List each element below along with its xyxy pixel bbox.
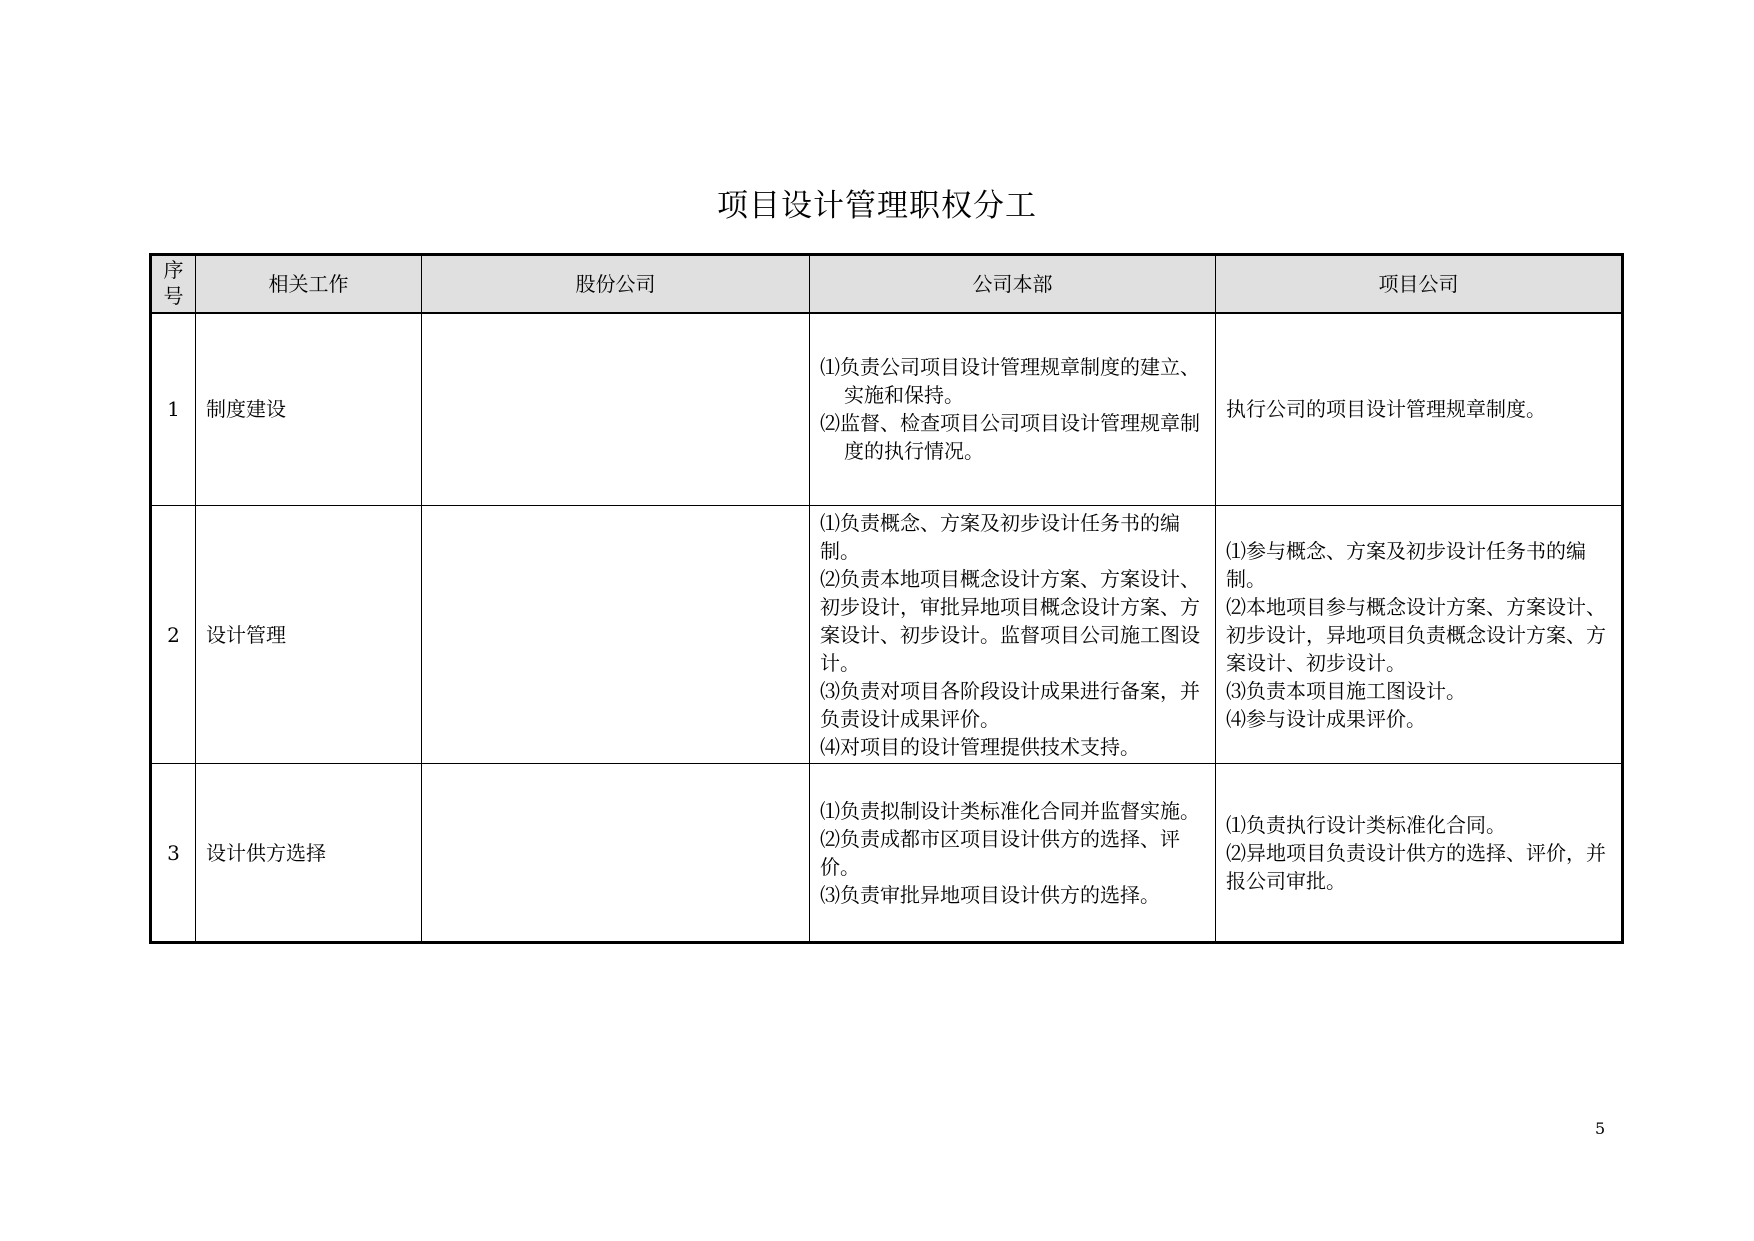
row-project-company — [1216, 313, 1623, 506]
project-company-item: 执行公司的项目设计管理规章制度。 — [1226, 397, 1546, 422]
row-headquarters — [810, 764, 1216, 943]
row-seq: 2 — [151, 506, 196, 764]
header-headquarters: 公司本部 — [810, 255, 1216, 313]
row-work: 设计管理 — [196, 506, 422, 764]
headquarters-item: ⑶负责审批异地项目设计供方的选择。 — [820, 882, 1160, 907]
headquarters-item: ⑷对项目的设计管理提供技术支持。 — [820, 734, 1140, 759]
project-company-item: ⑵异地项目负责设计供方的选择、评价，并报公司审批。 — [1226, 840, 1606, 893]
headquarters-item: ⑵监督、检查项目公司项目设计管理规章制度的执行情况。 — [820, 411, 1200, 464]
row-seq: 3 — [151, 764, 196, 943]
page-number: 5 — [1595, 1119, 1606, 1138]
table-header-row — [151, 255, 1623, 313]
headquarters-item: ⑶负责对项目各阶段设计成果进行备案，并负责设计成果评价。 — [820, 678, 1200, 731]
duty-table — [149, 253, 1624, 944]
row-project-company — [1216, 506, 1623, 764]
header-stock-company: 股份公司 — [422, 255, 810, 313]
header-project-company: 项目公司 — [1216, 255, 1623, 313]
row-seq: 1 — [151, 313, 196, 506]
project-company-item: ⑷参与设计成果评价。 — [1226, 706, 1426, 731]
row-work: 制度建设 — [196, 313, 422, 506]
headquarters-item: ⑴负责概念、方案及初步设计任务书的编制。 — [820, 510, 1180, 563]
table-row — [151, 313, 1623, 506]
row-stock-company — [422, 313, 810, 506]
row-headquarters — [810, 313, 1216, 506]
project-company-item: ⑵本地项目参与概念设计方案、方案设计、初步设计，异地项目负责概念设计方案、方案设计、初步设计。 — [1226, 594, 1606, 675]
headquarters-item: ⑴负责公司项目设计管理规章制度的建立、实施和保持。 — [820, 355, 1200, 408]
project-company-item: ⑴参与概念、方案及初步设计任务书的编制。 — [1226, 538, 1586, 591]
header-seq: 序号 — [151, 255, 196, 313]
row-stock-company — [422, 764, 810, 943]
header-work: 相关工作 — [196, 255, 422, 313]
row-work: 设计供方选择 — [196, 764, 422, 943]
project-company-item: ⑴负责执行设计类标准化合同。 — [1226, 812, 1506, 837]
headquarters-item: ⑵负责成都市区项目设计供方的选择、评价。 — [820, 826, 1180, 879]
table-row — [151, 506, 1623, 764]
row-project-company — [1216, 764, 1623, 943]
document-title: 项目设计管理职权分工 — [717, 188, 1037, 224]
headquarters-item: ⑴负责拟制设计类标准化合同并监督实施。 — [820, 798, 1200, 823]
headquarters-item: ⑵负责本地项目概念设计方案、方案设计、初步设计，审批异地项目概念设计方案、方案设计、初步设计。监督项目公司施工图设计。 — [820, 566, 1200, 675]
row-headquarters — [810, 506, 1216, 764]
project-company-item: ⑶负责本项目施工图设计。 — [1226, 678, 1466, 703]
row-stock-company — [422, 506, 810, 764]
table-row — [151, 764, 1623, 943]
